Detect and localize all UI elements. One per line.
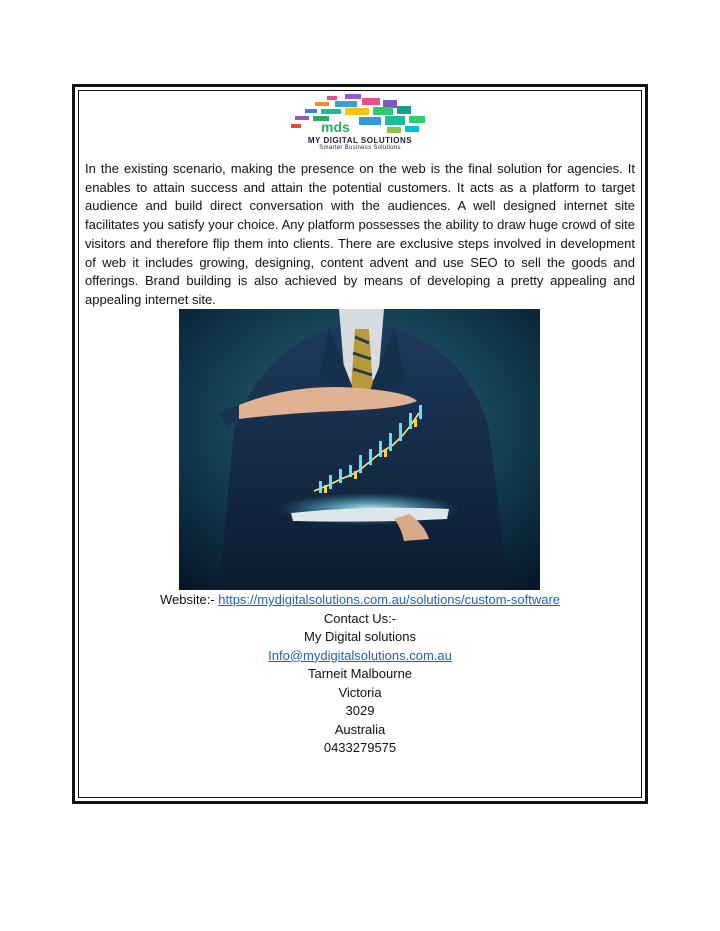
- email-link[interactable]: Info@mydigitalsolutions.com.au: [268, 647, 452, 663]
- website-line: [79, 591, 641, 610]
- contact-block: [79, 591, 641, 758]
- logo-company-name: MY DIGITAL SOLUTIONS: [307, 136, 413, 145]
- contact-heading: Contact Us:-: [323, 610, 397, 626]
- address-state: Victoria: [338, 684, 382, 700]
- address-country: Australia: [334, 721, 386, 737]
- address-suburb: Tarneit Malbourne: [307, 666, 413, 681]
- logo-letters: mds: [321, 119, 350, 135]
- hero-image-businessman-tablet-chart: [179, 309, 540, 590]
- company-name: My Digital solutions: [304, 629, 416, 644]
- website-link[interactable]: https://mydigitalsolutions.com.au/solutions/custom-software: [218, 592, 561, 607]
- article-paragraph: In the existing scenario, making the presence on the web is the final solution for agencies. It enables to attain success and attain the potential customers. It acts as a platform to target audience and build direct conversation with the audiences. A well designed internet site facilitates you satisfy your choice. Any platform possesses the ability to draw huge crowd of site visitors and therefore flip them into clients. There are exclusive steps involved in development of web it includes growing, designing, content advent and use SEO to sell the goods and offerings. Brand building is also achieved by means of developing a pretty appealing and appealing internet site.: [85, 161, 635, 307]
- website-label: Website:-: [159, 592, 219, 607]
- phone-number: 0433279575: [323, 740, 397, 755]
- logo-graphic: [287, 94, 433, 136]
- logo-tagline: Smarter Business Solutions: [319, 145, 401, 151]
- address-postcode: 3029: [345, 703, 375, 718]
- hero-illustration: [179, 309, 540, 590]
- company-logo: [287, 94, 433, 156]
